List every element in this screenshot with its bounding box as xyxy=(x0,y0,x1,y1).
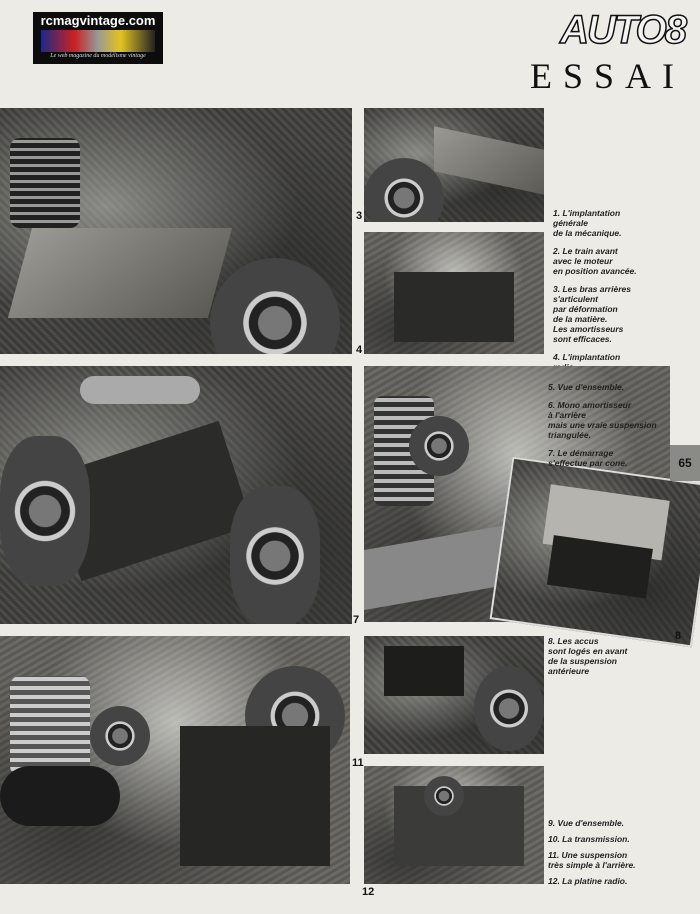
caption-group-2 xyxy=(548,382,673,476)
caption-group-1 xyxy=(553,208,693,380)
photo-number-7: 7 xyxy=(353,614,360,626)
caption-7: 7. Le démarrage s'effectue par cone. xyxy=(548,448,628,468)
page-number-tab xyxy=(670,445,700,481)
logo-picture xyxy=(41,30,155,52)
caption-1: 1. L'implantation générale de la mécanique. xyxy=(553,208,622,238)
photo-number-8: 8 xyxy=(675,630,682,642)
caption-10: 10. La transmission. xyxy=(548,834,630,844)
caption-group-4 xyxy=(548,818,698,886)
caption-3: 3. Les bras arrières s'articulent par déformation de la matière. Les amortisseurs sont efficaces. xyxy=(553,284,631,344)
caption-5: 5. Vue d'ensemble. xyxy=(548,382,625,392)
section-title: ESSAI xyxy=(530,56,686,96)
photo-number-12: 12 xyxy=(362,886,375,898)
site-tagline: Le web magazine du modélisme vintage xyxy=(50,53,146,59)
caption-4: 4. L'implantation xyxy=(553,352,621,362)
photo-1 xyxy=(364,108,544,222)
photo-10 xyxy=(364,636,544,754)
site-logo[interactable] xyxy=(33,12,163,64)
caption-group-3 xyxy=(548,636,673,684)
page-number: 65 xyxy=(678,456,692,470)
photo-3 xyxy=(0,108,352,354)
photo-number-3: 3 xyxy=(356,210,363,222)
caption-8: 8. Les accus sont logés en avant de la suspension antérieure xyxy=(548,636,628,676)
photo-11 xyxy=(364,766,544,884)
caption-9: 9. Vue d'ensemble. xyxy=(548,818,625,828)
photo-5 xyxy=(0,366,352,624)
photo-number-4: 4 xyxy=(356,344,363,356)
caption-6: 6. Mono amortisseur à l'arrière mais une vraie suspension triangulée. xyxy=(548,400,657,440)
photo-2 xyxy=(364,232,544,354)
caption-2: 2. Le train avant avec le moteur en position avancée. xyxy=(553,246,637,276)
site-title: rcmagvintage.com xyxy=(40,13,156,28)
photo-9 xyxy=(0,636,350,884)
caption-12: 12. La platine radio. xyxy=(548,876,628,886)
photo-7 xyxy=(490,457,700,648)
caption-11: 11. Une suspension très simple à l'arrière. xyxy=(548,850,636,870)
photo-number-11: 11 xyxy=(352,757,364,769)
magazine-logo: AUTO8 xyxy=(560,8,685,52)
